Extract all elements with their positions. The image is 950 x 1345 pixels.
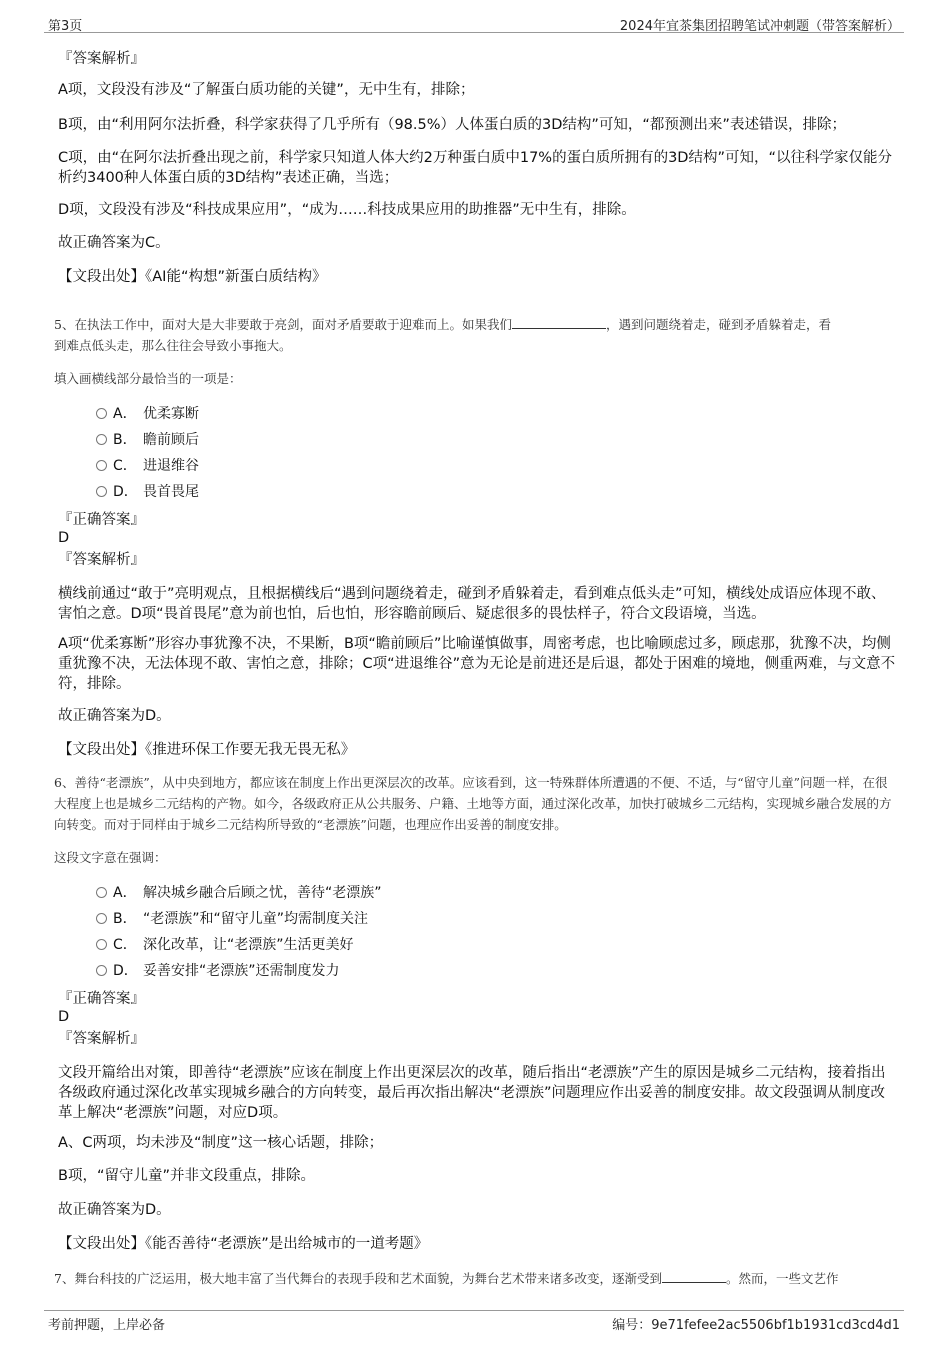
q4-explanation-a: A项，文段没有涉及“了解蛋白质功能的关键”，无中生有，排除； [58,82,475,98]
q6-option-b[interactable]: B． “老漂族”和“留守儿童”均需制度关注 [96,909,368,929]
document-title: 2024年宜茶集团招聘笔试冲刺题（带答案解析） [619,19,900,34]
radio-icon[interactable] [96,939,107,950]
q5-stem: 5、在执法工作中，面对大是大非要敢于亮剑，面对矛盾要敢于迎难而上。如果我们 ，遇到问题绕着走，碰到矛盾躲着走，看 到难点低头走，那么往往会导致小事拖大。 [54,317,831,353]
q4-explanation-b: B项，由“利用阿尔法折叠，科学家获得了几乎所有（98.5%）人体蛋白质的3D结构”可知，“都预测出来”表述错误，排除； [58,117,846,133]
q6-source: 【文段出处】《能否善待“老漂族”是出给城市的一道考题》 [58,1236,429,1252]
q6-explanation-2: A、C两项，均未涉及“制度”这一核心话题，排除； [58,1135,384,1151]
q5-source: 【文段出处】《推进环保工作要无我无畏无私》 [58,742,356,758]
analysis-label: 『答案解析』 [58,552,145,568]
q4-answer: 故正确答案为C。 [58,235,170,251]
radio-icon[interactable] [96,460,107,471]
radio-icon[interactable] [96,434,107,445]
radio-icon[interactable] [96,408,107,419]
analysis-label: 『答案解析』 [58,51,145,67]
q5-correct-answer: D [58,530,70,546]
fill-blank [512,316,606,329]
radio-icon[interactable] [96,486,107,497]
q6-correct-answer: D [58,1009,70,1025]
radio-icon[interactable] [96,913,107,924]
page-footer [44,1310,904,1331]
page-number: 第3页 [48,19,83,34]
q5-option-c[interactable]: C． 进退维谷 [96,456,199,476]
q5-explanation-2: A项“优柔寡断”形容办事犹豫不决，不果断，B项“瞻前顾后”比喻谨慎做事，周密考虑，也比喻顾虑过多，顾虑那，犹豫不决，均侧重犹豫不决，无法体现不敢、害怕之意，排除；C项“进退维谷”意为无论是前进还是后退，都处于困难的境地，侧重两难，与文意不符，排除。 [58,636,896,692]
footer-motto: 考前押题，上岸必备 [48,1318,166,1333]
q6-explanation-3: B项，“留守儿童”并非文段重点，排除。 [58,1168,315,1184]
page-header [44,14,904,33]
q5-prompt: 填入画横线部分最恰当的一项是： [54,371,242,386]
radio-icon[interactable] [96,965,107,976]
q4-explanation-c: C项，由“在阿尔法折叠出现之前，科学家只知道人体大约2万种蛋白质中17%的蛋白质所拥有的3D结构”可知，“以往科学家仅能分析约3400种人体蛋白质的3D结构”表述正确，当选； [58,150,893,186]
q6-prompt: 这段文字意在强调： [54,850,167,865]
q7-stem: 7、舞台科技的广泛运用，极大地丰富了当代舞台的表现手段和艺术面貌，为舞台艺术带来诸多改变，逐渐受到 。然而，一些文艺作 [54,1271,839,1286]
correct-label: 『正确答案』 [58,512,145,528]
q6-stem: 6、善待“老漂族”，从中央到地方，都应该在制度上作出更深层次的改革。应该看到，这一特殊群体所遭遇的不便、不适，与“留守儿童”问题一样，在很大程度上也是城乡二元结构的产物。如今，各级政府正从公共服务、户籍、土地等方面，通过深化改革，加快打破城乡二元结构，实现城乡融合发展的方向转变。而对于同样由于城乡二元结构所导致的“老漂族”问题，也理应作出妥善的制度安排。 [54,775,892,832]
radio-icon[interactable] [96,887,107,898]
q5-option-a[interactable]: A． 优柔寡断 [96,404,199,424]
q5-answer: 故正确答案为D。 [58,708,171,724]
correct-label: 『正确答案』 [58,991,145,1007]
q4-explanation-d: D项，文段没有涉及“科技成果应用”，“成为……科技成果应用的助推器”无中生有，排除。 [58,202,636,218]
q6-answer: 故正确答案为D。 [58,1202,171,1218]
q6-explanation-1: 文段开篇给出对策，即善待“老漂族”应该在制度上作出更深层次的改革，随后指出“老漂族”产生的原因是城乡二元结构，接着指出各级政府通过深化改革实现城乡融合的方向转变，最后再次指出解决“老漂族”问题理应作出妥善的制度安排。故文段强调从制度改革上解决“老漂族”问题，对应D项。 [58,1065,886,1121]
q6-option-a[interactable]: A． 解决城乡融合后顾之忧，善待“老漂族” [96,883,382,903]
q5-explanation-1: 横线前通过“敢于”亮明观点，且根据横线后“遇到问题绕着走，碰到矛盾躲着走，看到难点低头走”可知，横线处成语应体现不敢、害怕之意。D项“畏首畏尾”意为前也怕，后也怕，形容瞻前顾后、疑虑很多的畏怯样子，符合文段语境，当选。 [58,586,886,622]
analysis-label: 『答案解析』 [58,1031,145,1047]
q6-option-c[interactable]: C． 深化改革，让“老漂族”生活更美好 [96,935,354,955]
document-code: 编号：9e71fefee2ac5506bf1b1931cd3cd4d1 [612,1318,900,1333]
q5-option-d[interactable]: D． 畏首畏尾 [96,482,199,502]
q5-option-b[interactable]: B． 瞻前顾后 [96,430,199,450]
fill-blank [662,1270,726,1283]
q6-option-d[interactable]: D． 妥善安排“老漂族”还需制度发力 [96,961,340,981]
q4-source: 【文段出处】《AI能“构想”新蛋白质结构》 [58,269,327,285]
